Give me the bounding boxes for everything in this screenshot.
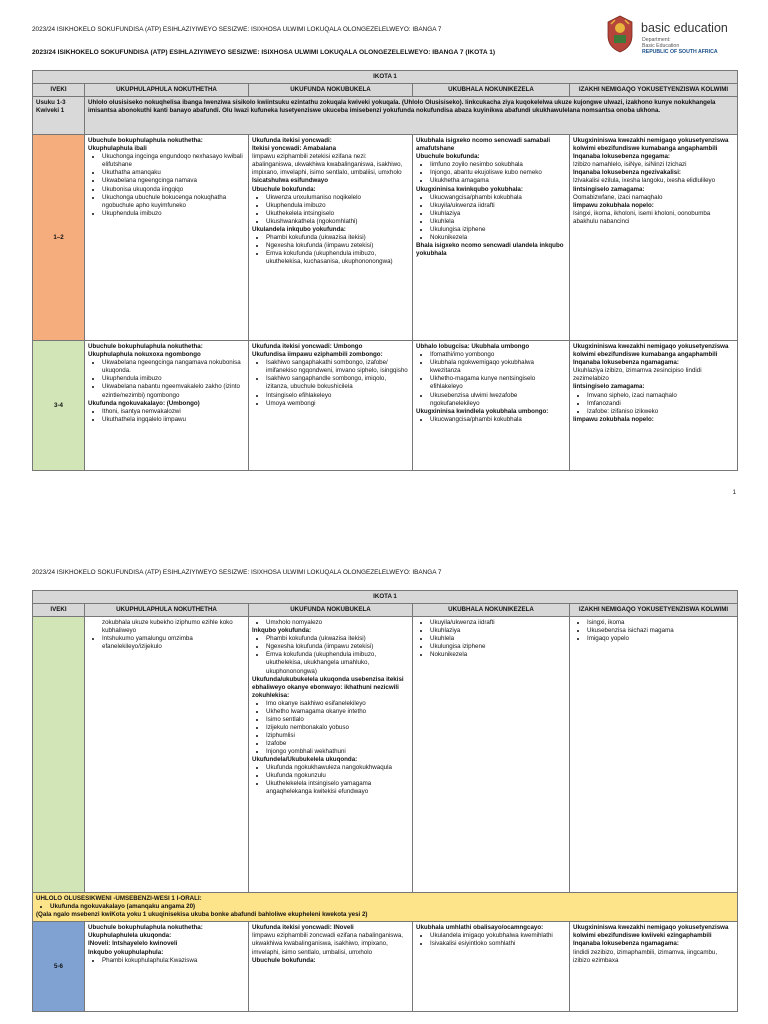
list-item: • Isimo sentlalo (266, 716, 409, 724)
dbe-logo (605, 14, 755, 62)
cell-heading: Isicatshulwa esifundwayo (252, 177, 328, 185)
bullet-list (416, 194, 566, 242)
list-item: • Ukuthatha amanqaku (102, 169, 245, 177)
col-header-listening: UKUPHULAPHULA NOKUTHETHA (85, 604, 249, 617)
list-item: • Ukulandela imigaqo yokubhalwa kwemihlathi (430, 932, 566, 940)
list-item: • Nokunikezela (430, 651, 566, 659)
cell-heading: Ukufundisa iimpawu eziphambili zombongo: (252, 351, 383, 359)
list-item: • Ukuthelekelela intsingiselo yamagama angaqhelekanga kwitekisi efundwayo (266, 780, 409, 796)
cell-reading (249, 617, 413, 893)
list-item: • Ukuchonga ubuchule bokucenga nokuqhatha ngobuchule apho kuyimfuneko (102, 194, 245, 210)
cell-heading: Ubuchule bokufunda: (252, 185, 316, 193)
cell-heading: Ukugxininisa kwindlela yokubhala umbongo: (416, 407, 549, 415)
cell-heading: Inqanaba lokusebenza ngezivakalisi: (573, 169, 681, 177)
cell-heading: Ubuchule bokufunda: (416, 153, 480, 161)
list-item: • Isivakalisi esiyintloko somhlathi (430, 940, 566, 948)
list-item: • Ukuhlela (430, 635, 566, 643)
list-item: • Ukwabelana nabantu ngeemvakalelo zakho (izinto ezintle/nezimbi) ngombongo (102, 383, 245, 399)
col-header-language: IZAKHI NEMIGAQO YOKUSETYENZISWA KOLWIMI (570, 604, 738, 617)
cell-heading: Ukufunda itekisi yoncwadi: Umbongo (252, 343, 363, 351)
list-item: • Ukuhlaziya (430, 210, 566, 218)
atp-table-page-1 (32, 70, 738, 471)
list-item: • Ukubhala ngokwemigaqo yokubhalwa kwezitanza (430, 359, 566, 375)
bullet-list (252, 635, 409, 675)
list-item: • Ukufunda ngokunzulu (266, 772, 409, 780)
list-item: • Isakhiwo sangaphandle sombongo, imiqolo, izitanza, ubuchule bokushicilela (266, 375, 409, 391)
list-item: • Emva kokufunda (ukuphendula imibuzo, ukuthelekisa, ukukhangela umahluko, ukuphononongwa) (266, 651, 409, 675)
bullet-list (416, 932, 566, 948)
col-header-week: IVEKI (33, 604, 85, 617)
logo-department (642, 38, 718, 56)
list-item: • Ukhetho lwamagama okanye intetho (266, 708, 409, 716)
table-row (33, 341, 738, 471)
cell-writing (413, 617, 570, 893)
list-item: • Ukusebenzisa isichazi magama (587, 627, 734, 635)
cell-heading: Iintsingiselo zamagama: (573, 383, 645, 391)
bullet-list (252, 234, 409, 266)
bullet-list (252, 619, 409, 627)
list-item: • Isingxi, ikoma (587, 619, 734, 627)
list-item: • Intsingiselo efihlakeleyo (266, 392, 409, 400)
cell-heading: Bhala isigxeko ncomo sencwadi ulandela inkqubo yokubhala (416, 241, 564, 257)
intro-text: Uhlolo olusisiseko nokuqhelisa ibanga lwenziwa sisikolo kwiintsuku ezintathu zokuqala kwiveki yokuqala. (Uhlolo Olusisiseko). Iinkcukacha ziya kuqokelelwa ukuze kujongwe ulwazi, izakhono kunye nokukhangela imisantsa abonokuthi kanti banayo abafundi. Olu lwazi kufuneka lusetyenziswe ukuceba imisebenzi yokufunda nokufundisa abaza kuyinikwa abafundi ukukhawulelana nomsantsa onoba ukhona. (85, 97, 738, 135)
cell-listening (85, 341, 249, 471)
page-number: 1 (732, 490, 736, 496)
list-item: • Imo okanye isakhiwo esifanelekileyo (266, 700, 409, 708)
list-item: • Izafobe: izifaniso izikweko (587, 408, 734, 416)
bullet-list (88, 359, 245, 399)
list-item: • Imfanozandi (587, 400, 734, 408)
bullet-list (88, 408, 245, 424)
page-gap (0, 518, 768, 560)
list-item: • Iimfuno zoyilo nesimbo sokubhala (430, 161, 566, 169)
list-item: • Umxholo nomyalezo (266, 619, 409, 627)
list-item: • Umoya wembongi (266, 400, 409, 408)
week-3-4: 3-4 (33, 341, 85, 471)
list-item: • Injongo yombhali wekhathuni (266, 748, 409, 756)
list-item: • Nokunikezela (430, 234, 566, 242)
cell-heading: Ubuchule bokuphulaphula nokuthetha: (88, 924, 203, 932)
page-title: 2023/24 ISIKHOKELO SOKUFUNDISA (ATP) ESIHLAZIYIWEYO SESIZWE: ISIXHOSA ULWIMI LOKUQALA OLONGEZELELWEYO: IBANGA 7 (IKOTA 1) (32, 49, 496, 56)
list-item: • Ukushwankathela (ngokomhlathi) (266, 218, 409, 226)
list-item: • Injongo, abantu ekujoliswe kubo nemeko (430, 169, 566, 177)
cell-heading: Ukubhala umhlathi obalisayo/ocamngcayo: (416, 924, 544, 932)
list-item: • Izafobe (266, 740, 409, 748)
bullet-list (416, 416, 566, 424)
cell-heading: Ukuphulaphula ibali (88, 145, 147, 153)
cell-heading: Ubuchule bokuphulaphula nokuthetha: (88, 343, 203, 351)
bullet-list (252, 700, 409, 756)
bullet-list (88, 957, 245, 965)
list-item: • Ukucwangcisa/phambi kokubhala (430, 194, 566, 202)
table-row (33, 135, 738, 341)
bullet-list (416, 619, 566, 659)
bullet-list (36, 903, 734, 911)
cell-reading (249, 135, 413, 341)
list-item: • Isakhiwo sangaphakathi sombongo, izafobe/ imifanekiso ngqondweni, imvano siphelo, isingqisho (266, 359, 409, 375)
week-1-2: 1–2 (33, 135, 85, 341)
list-item: • Ukuphendula imibuzo (102, 210, 245, 218)
list-item: • Ukuyila/ukwenza iidrafti (430, 619, 566, 627)
list-item: • Ukucwangcisa/phambi kokubhala (430, 416, 566, 424)
list-item: • Phambi kokufunda (ukwazisa itekisi) (266, 234, 409, 242)
bullet-list (88, 635, 245, 651)
cell-heading: Ukugxininisa kwinkqubo yokubhala: (416, 185, 523, 193)
cell-text: Isingxi, ikoma, ikholoni, isemi kholoni, oonobumba abakhulu nabancinci (573, 209, 711, 225)
list-item: • Ukuchonga ingcinga engundoqo nexhasayo kwibali elifutshane (102, 153, 245, 169)
cell-heading: INoveli: Intshayelelo kwinoveli (88, 940, 178, 948)
list-item: • Phambi kokuphulaphula:Kwaziswa (102, 957, 245, 965)
cell-heading: Ukugxininiswa kwezakhi nemigaqo yokusetyenziswa kolwimi ebezifundiswe kumabanga angaphambili (573, 343, 729, 359)
cell-heading: Ukufunda/ukubukelela ukuqonda usebenzisa itekisi ebhaliweyo okanye ebonwayo: ikhathuni nezicwili zokuhlekisa: (252, 675, 404, 699)
coat-of-arms-icon (605, 14, 635, 54)
bullet-list (573, 619, 734, 643)
col-header-reading: UKUFUNDA NOKUBUKELA (249, 604, 413, 617)
list-item: • Imigaqo yopelo (587, 635, 734, 643)
logo-line-1: Department: (642, 37, 671, 43)
list-item: • Ukulungisa iziphene (430, 226, 566, 234)
list-item: • Ngexesha lokufunda (iimpawu zetekisi) (266, 242, 409, 250)
list-item: • Phambi kokufunda (ukwazisa itekisi) (266, 635, 409, 643)
bullet-list (416, 351, 566, 407)
assessment-title: UHLOLO OLUSESIKWENI -UMSEBENZI-WESI 1 I-ORALI: (36, 895, 202, 903)
cell-language (570, 617, 738, 893)
atp-table-page-2 (32, 590, 738, 1012)
cell-heading: Inkqubo yokufunda: (252, 627, 312, 635)
logo-name: basic education (641, 21, 728, 35)
term-band: IKOTA 1 (33, 71, 738, 84)
cell-heading: Inqanaba lokusebenza ngamagama: (573, 359, 679, 367)
list-item: • Ukuphendula imibuzo (102, 375, 245, 383)
cell-reading (249, 922, 413, 1012)
cell-heading: Ubhalo lobugcisa: Ukubhala umbongo (416, 343, 530, 351)
bullet-list (88, 153, 245, 218)
list-item: • Ukusebenzisa ulwimi lwezafobe ngokufanelekileyo (430, 392, 566, 408)
cell-language (570, 135, 738, 341)
bullet-list (252, 764, 409, 796)
cell-listening (85, 617, 249, 893)
list-item: • Ukuhlela (430, 218, 566, 226)
cell-heading: Iimpawu zokubhala nopelo: (573, 201, 654, 209)
list-item: • Ngexesha lokufunda (iimpawu zetekisi) (266, 643, 409, 651)
logo-line-2: Basic Education (642, 42, 680, 49)
cell-heading: Inqanaba lokusebenza ngegama: (573, 153, 670, 161)
week-intro: Usuku 1-3 Kwiveki 1 (33, 97, 85, 135)
list-item: • Emva kokufunda (ukuphendula imibuzo, ukuthelekisa, kuchasanisa, ukuphononongwa) (266, 250, 409, 266)
page-header: 2023/24 ISIKHOKELO SOKUFUNDISA (ATP) ESIHLAZIYIWEYO SESIZWE: ISIXHOSA ULWIMI LOKUQALA OLONGEZELELWEYO: IBANGA 7 (32, 26, 442, 33)
list-item: • Ukuphendula imibuzo (266, 202, 409, 210)
cell-reading (249, 341, 413, 471)
list-item: • Ifomathi/imo yombongo (430, 351, 566, 359)
cell-heading: Ukufunda itekisi yoncwadi: INoveli (252, 924, 354, 932)
cell-heading: Ukuphulaphula nokuxoxa ngombongo (88, 351, 201, 359)
col-header-listening: UKUPHULAPHULA NOKUTHETHA (85, 84, 249, 97)
list-item: • Ukuthekelela intsingiselo (266, 210, 409, 218)
cell-writing (413, 341, 570, 471)
cell-text: Izibizo namahlelo, isiNye, isiNinzi Izichazi (573, 161, 687, 169)
cell-listening (85, 135, 249, 341)
list-item: • Ukwabelana ngeengcinga nangamava nokubonisa ukuqonda. (102, 359, 245, 375)
list-item: • Ukufunda ngokuvakalayo (amanqaku angama 20) (50, 903, 734, 911)
cell-heading: Iintsingiselo zamagama: (573, 185, 645, 193)
cell-heading: Inkqubo yokuphulaphula: (88, 948, 164, 956)
cell-writing (413, 922, 570, 1012)
list-item: • Intshukumo yamalungu omzimba efanelekileyo/izijekulo (102, 635, 245, 651)
cell-heading: Inqanaba lokusebenza ngamagama: (573, 940, 679, 948)
col-header-reading: UKUFUNDA NOKUBUKELA (249, 84, 413, 97)
list-item: • Iziphumlisi (266, 732, 409, 740)
cell-language (570, 341, 738, 471)
cell-heading: Ukugxininiswa kwezakhi nemigaqo yokusetyenziswa kolwimi ebezifundiswe kwiiveki ezingaphambili (573, 924, 729, 940)
list-item: • Ukubonisa ukuqonda iingqiqo (102, 186, 245, 194)
page-2 (0, 560, 768, 1024)
list-item: • Ukhetho-magama kunye nentsingiselo efihlakeleyo (430, 375, 566, 391)
cell-heading: Ubuchule bokuphulaphula nokuthetha: (88, 137, 203, 145)
table-row (33, 922, 738, 1012)
list-item: • Ukwabelana ngeengcinga namava (102, 177, 245, 185)
cell-text: Iimpawu eziphambili zetekisi ezifana nezi: abalinganiswa, ukwakhiwa kwabalinganiswa, isakhiwo, impixano, imvelaphi, isimo sentlalo, umbaliisi, umxholo (252, 153, 403, 177)
cell-text: Oomabizwfane, izaci namaqhalo (573, 193, 663, 201)
col-header-writing: UKUBHALA NOKUNIKEZELA (413, 84, 570, 97)
list-item: • Ukukhetha amagama (430, 177, 566, 185)
page-header: 2023/24 ISIKHOKELO SOKUFUNDISA (ATP) ESIHLAZIYIWEYO SESIZWE: ISIXHOSA ULWIMI LOKUQALA OLONGEZELELWEYO: IBANGA 7 (32, 569, 442, 576)
list-item: • Imvano siphelo, izaci namaqhalo (587, 392, 734, 400)
list-item: • Ukwenza unxulumaniso noqikelelo (266, 194, 409, 202)
list-item: • Izijekulo nembonakalo yobuso (266, 724, 409, 732)
cell-text: Ukuhlaziya izibizo, izimamva zesincipiso Iindidi zezimelabizo (573, 367, 702, 383)
cell-text: zokubhala ukuze kubekho iziphumo ezihle koko kubhaliweyo (102, 619, 233, 635)
list-item: • Ukuyila/ukwenza iidrafti (430, 202, 566, 210)
week-continued (33, 617, 85, 893)
col-header-writing: UKUBHALA NOKUNIKEZELA (413, 604, 570, 617)
list-item: • Ithoni, isantya nemvakalozwi (102, 408, 245, 416)
cell-heading: Ukuphulaphulela ukuqonda: (88, 932, 172, 940)
table-row (33, 617, 738, 893)
cell-text: Iimpawu eziphambili zoncwadi ezifana nabalinganiswa, ukwakhiwa kwabalinganiswa, isakhiwo, impixano, imvelaphi, isimo sentlalo, umbalisi, umxholo (252, 932, 403, 956)
col-header-week: IVEKI (33, 84, 85, 97)
cell-text: Iindidi zezibizo, izimaphambili, izimamva, iingcambu, izibizo ezimbaxa (573, 948, 718, 964)
cell-writing (413, 135, 570, 341)
bullet-list (252, 359, 409, 407)
cell-heading: Ukufunda itekisi yoncwadi: (252, 137, 332, 145)
bullet-list (573, 392, 734, 416)
list-item: • Ukuthathela ingqalelo iimpawu (102, 416, 245, 424)
col-header-language: IZAKHI NEMIGAQO YOKUSETYENZISWA KOLWIMI (570, 84, 738, 97)
cell-heading: Ukulandela inkqubo yokufunda: (252, 225, 346, 233)
cell-heading: Itekisi yoncwadi: Amabalana (252, 145, 337, 153)
list-item: • Ukulungisa iziphene (430, 643, 566, 651)
cell-language (570, 922, 738, 1012)
assessment-row (33, 893, 738, 922)
assessment-cell (33, 893, 738, 922)
assessment-note: (Qala ngalo msebenzi kwiKota yoku 1 ukuqinisekisa ukuba bonke abafundi bahloliwe ekupheleni kwekota yesi 2) (36, 911, 368, 919)
cell-heading: Iimpawu zokubhala nopelo: (573, 415, 654, 423)
cell-heading: Ukugxininiswa kwezakhi nemigaqo yokusetyenziswa kolwimi ebezifundiswe kumabanga angaphambili (573, 137, 729, 153)
cell-heading: Ubuchule bokufunda: (252, 956, 316, 964)
logo-line-3: REPUBLIC OF SOUTH AFRICA (642, 48, 718, 55)
cell-listening (85, 922, 249, 1012)
list-item: • Ukufunda ngokukhawuleza nangokukhwaqula (266, 764, 409, 772)
week-5-6: 5-6 (33, 922, 85, 1012)
cell-heading: Ukufunda ngokuvakalayo: (Umbongo) (88, 399, 200, 407)
bullet-list (416, 161, 566, 185)
cell-heading: Ukubhala isigxeko ncomo sencwadi samabali amafutshane (416, 137, 551, 153)
cell-text: Izivakalisi ezilula, ixesha langoku, ixesha elidlulileyo (573, 177, 716, 185)
bullet-list (252, 194, 409, 226)
term-band: IKOTA 1 (33, 591, 738, 604)
list-item: • Ukuhlaziya (430, 627, 566, 635)
cell-heading: Ukufundela/Ukubukelela ukuqonda: (252, 756, 358, 764)
